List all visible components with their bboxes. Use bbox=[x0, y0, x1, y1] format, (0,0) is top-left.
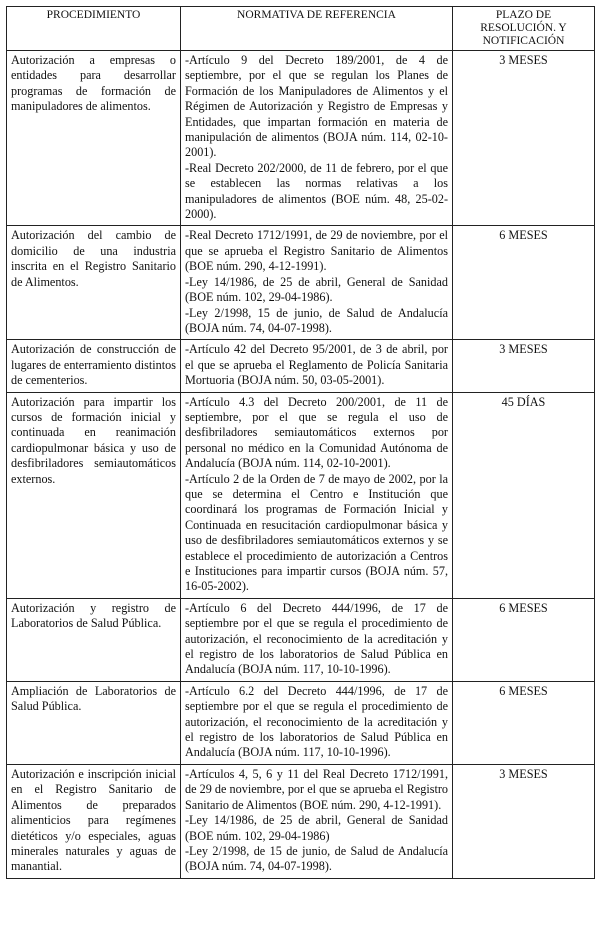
table-body bbox=[7, 51, 595, 879]
normativa-item: -Real Decreto 1712/1991, de 29 de noviembre, por el que se aprueba el Registro Sanitario de Alimentos (BOE núm. 290, 4-12-1991). bbox=[185, 228, 448, 274]
plazo-cell: 6 MESES bbox=[453, 226, 595, 340]
header-normativa: NORMATIVA DE REFERENCIA bbox=[181, 7, 453, 51]
procedimiento-cell: Autorización del cambio de domicilio de una industria inscrita en el Registro Sanitario de Alimentos. bbox=[7, 226, 181, 340]
normativa-item: -Ley 14/1986, de 25 de abril, General de Sanidad (BOE núm. 102, 29-04-1986) bbox=[185, 813, 448, 843]
normativa-cell bbox=[181, 51, 453, 226]
normativa-item: -Artículos 4, 5, 6 y 11 del Real Decreto 1712/1991, de 29 de noviembre, por el que se aprueba el Registro Sanitario de Alimentos (BOE núm. 290, 4-12-1991). bbox=[185, 766, 448, 812]
table-header-row bbox=[7, 7, 595, 51]
normativa-cell bbox=[181, 340, 453, 392]
plazo-cell: 3 MESES bbox=[453, 340, 595, 392]
normativa-cell bbox=[181, 681, 453, 764]
normativa-item: -Ley 2/1998, de 15 de junio, de Salud de Andalucía (BOJA núm. 74, 04-07-1998). bbox=[185, 843, 448, 874]
procedimiento-cell: Autorización e inscripción inicial en el Registro Sanitario de Alimentos de preparados alimenticios para regímenes dietéticos y/o especiales, aguas minerales naturales y aguas de manantial. bbox=[7, 764, 181, 878]
header-plazo bbox=[453, 7, 595, 51]
normativa-cell bbox=[181, 392, 453, 598]
header-plazo-line-3: NOTIFICACIÓN bbox=[482, 35, 565, 47]
table-row bbox=[7, 392, 595, 598]
normativa-item: -Artículo 6 del Decreto 444/1996, de 17 de septiembre por el que se regula el procedimiento de autorización, el reconocimiento de la acreditación y el registro de los laboratorios de Salud Pública en Andalucía (BOJA núm. 117, 10-10-1996). bbox=[185, 600, 448, 677]
procedimiento-cell: Ampliación de Laboratorios de Salud Pública. bbox=[7, 681, 181, 764]
normativa-item: -Ley 14/1986, de 25 de abril, General de Sanidad (BOE núm. 102, 29-04-1986). bbox=[185, 274, 448, 305]
procedimiento-cell: Autorización de construcción de lugares de enterramiento distintos de cementerios. bbox=[7, 340, 181, 392]
header-plazo-line-1: PLAZO DE bbox=[495, 9, 552, 21]
table-row bbox=[7, 764, 595, 878]
normativa-item: -Artículo 6.2 del Decreto 444/1996, de 17 de septiembre por el que se regula el procedimiento de autorización, el reconocimiento de la acreditación y el registro de los laboratorios de Salud Pública en Andalucía (BOJA núm. 117, 10-10-1996). bbox=[185, 683, 448, 760]
plazo-cell: 3 MESES bbox=[453, 51, 595, 226]
table-row bbox=[7, 51, 595, 226]
table-row bbox=[7, 340, 595, 392]
normativa-item: -Artículo 9 del Decreto 189/2001, de 4 de septiembre, por el que se regulan los Planes de Formación de los Manipuladores de Alimentos y el Régimen de Autorización y Registro de Empresas y Entidades, que impartan formación en materia de manipulación de alimentos (BOJA núm. 114, 02-10-2001). bbox=[185, 53, 448, 160]
plazo-cell: 3 MESES bbox=[453, 764, 595, 878]
plazo-cell: 45 DÍAS bbox=[453, 392, 595, 598]
normativa-cell bbox=[181, 598, 453, 681]
normativa-item: -Artículo 2 de la Orden de 7 de mayo de 2002, por la que se determina el Centro e Institución que coordinará los programas de Formación Inicial y Continuada en resucitación cardiopulmonar básica y uso de desfibriladores semiautomáticos externos y se establece el procedimiento de autorización a Centros e Instituciones para impartir cursos (BOJA núm. 57, 16-05-2002). bbox=[185, 471, 448, 594]
table-row bbox=[7, 681, 595, 764]
normativa-item: -Artículo 42 del Decreto 95/2001, de 3 de abril, por el que se aprueba el Reglamento de Policía Sanitaria Mortuoria (BOJA núm. 50, 03-05-2001). bbox=[185, 342, 448, 388]
header-plazo-line-2: RESOLUCIÓN. Y bbox=[480, 22, 567, 34]
normativa-item: -Real Decreto 202/2000, de 11 de febrero, por el que se establecen las normas relativas a los manipuladores de alimentos (BOE núm. 48, 25-02-2000). bbox=[185, 160, 448, 222]
procedures-table bbox=[6, 6, 595, 879]
normativa-cell bbox=[181, 764, 453, 878]
plazo-cell: 6 MESES bbox=[453, 598, 595, 681]
normativa-item: -Artículo 4.3 del Decreto 200/2001, de 11 de septiembre, por el que se regula el uso de desfibriladores semiautomáticos externos por personal no médico en la Comunidad Autónoma de Andalucía (BOJA núm. 114, 02-10-2001). bbox=[185, 394, 448, 471]
table-row bbox=[7, 226, 595, 340]
procedimiento-cell: Autorización para impartir los cursos de formación inicial y continuada en reanimación cardiopulmonar básica y uso de desfibriladores semiautomáticos externos. bbox=[7, 392, 181, 598]
normativa-item: -Ley 2/1998, 15 de junio, de Salud de Andalucía (BOJA núm. 74, 04-07-1998). bbox=[185, 305, 448, 335]
plazo-cell: 6 MESES bbox=[453, 681, 595, 764]
normativa-cell bbox=[181, 226, 453, 340]
header-procedimiento: PROCEDIMIENTO bbox=[7, 7, 181, 51]
procedimiento-cell: Autorización a empresas o entidades para desarrollar programas de formación de manipuladores de alimentos. bbox=[7, 51, 181, 226]
table-row bbox=[7, 598, 595, 681]
procedimiento-cell: Autorización y registro de Laboratorios de Salud Pública. bbox=[7, 598, 181, 681]
